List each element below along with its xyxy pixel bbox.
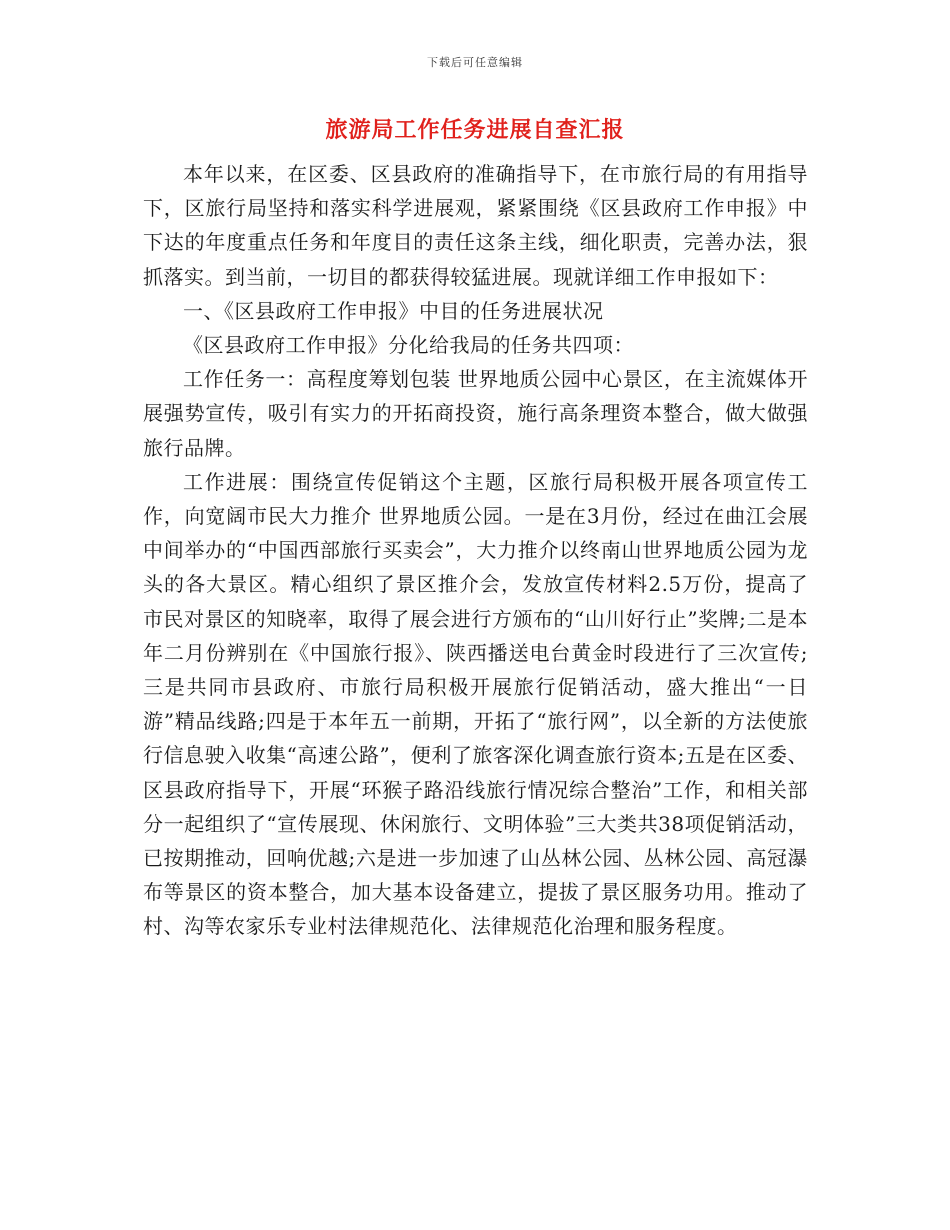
paragraph-task-count: 《区县政府工作申报》分化给我局的任务共四项： [183,333,634,358]
document-body [143,157,808,944]
section-heading-1: 一、《区县政府工作申报》中目的任务进展状况 [183,298,604,323]
header-note: 下载后可任意编辑 [427,56,523,69]
paragraph-task-one: 工作任务一：高程度筹划包装 世界地质公园中心景区，在主流媒体开展强势宣传，吸引有实力的开拓商投资，施行高条理资本整合，做大做强旅行品牌。 [143,367,808,460]
paragraph-intro: 本年以来，在区委、区县政府的准确指导下，在市旅行局的有用指导下，区旅行局坚持和落实科学进展观，紧紧围绕《区县政府工作申报》中下达的年度重点任务和年度目的责任这条主线，细化职责，完善办法，狠抓落实。到当前，一切目的都获得较猛进展。现就详细工作申报如下： [143,162,808,289]
paragraph-progress: 工作进展：围绕宣传促销这个主题，区旅行局积极开展各项宣传工作，向宽阔市民大力推介 世界地质公园。一是在3月份，经过在曲江会展中间举办的“中国西部旅行买卖会”，大力推介以终南山世界地质公园为龙头的各大景区。精心组织了景区推介会，发放宣传材料2.5万份，提高了市民对景区的知晓率，取得了展会进行方颁布的“山川好行止”奖牌;二是本年二月份辨别在《中国旅行报》、陕西播送电台黄金时段进行了三次宣传;三是共同市县政府、市旅行局积极开展旅行促销活动，盛大推出“一日游”精品线路;四是于本年五一前期，开拓了“旅行网”，以全新的方法使旅行信息驶入收集“高速公路”，便利了旅客深化调查旅行资本;五是在区委、区县政府指导下，开展“环猴子路沿线旅行情况综合整治”工作，和相关部分一起组织了“宣传展现、休闲旅行、文明体验”三大类共38项促销活动，已按期推动，回响优越;六是进一步加速了山丛林公园、丛林公园、高冠瀑布等景区的资本整合，加大基本设备建立，提拔了景区服务功用。推动了村、沟等农家乐专业村法律规范化、法律规范化治理和服务程度。 [143,469,808,939]
document-title: 旅游局工作任务进展自查汇报 [325,117,625,143]
